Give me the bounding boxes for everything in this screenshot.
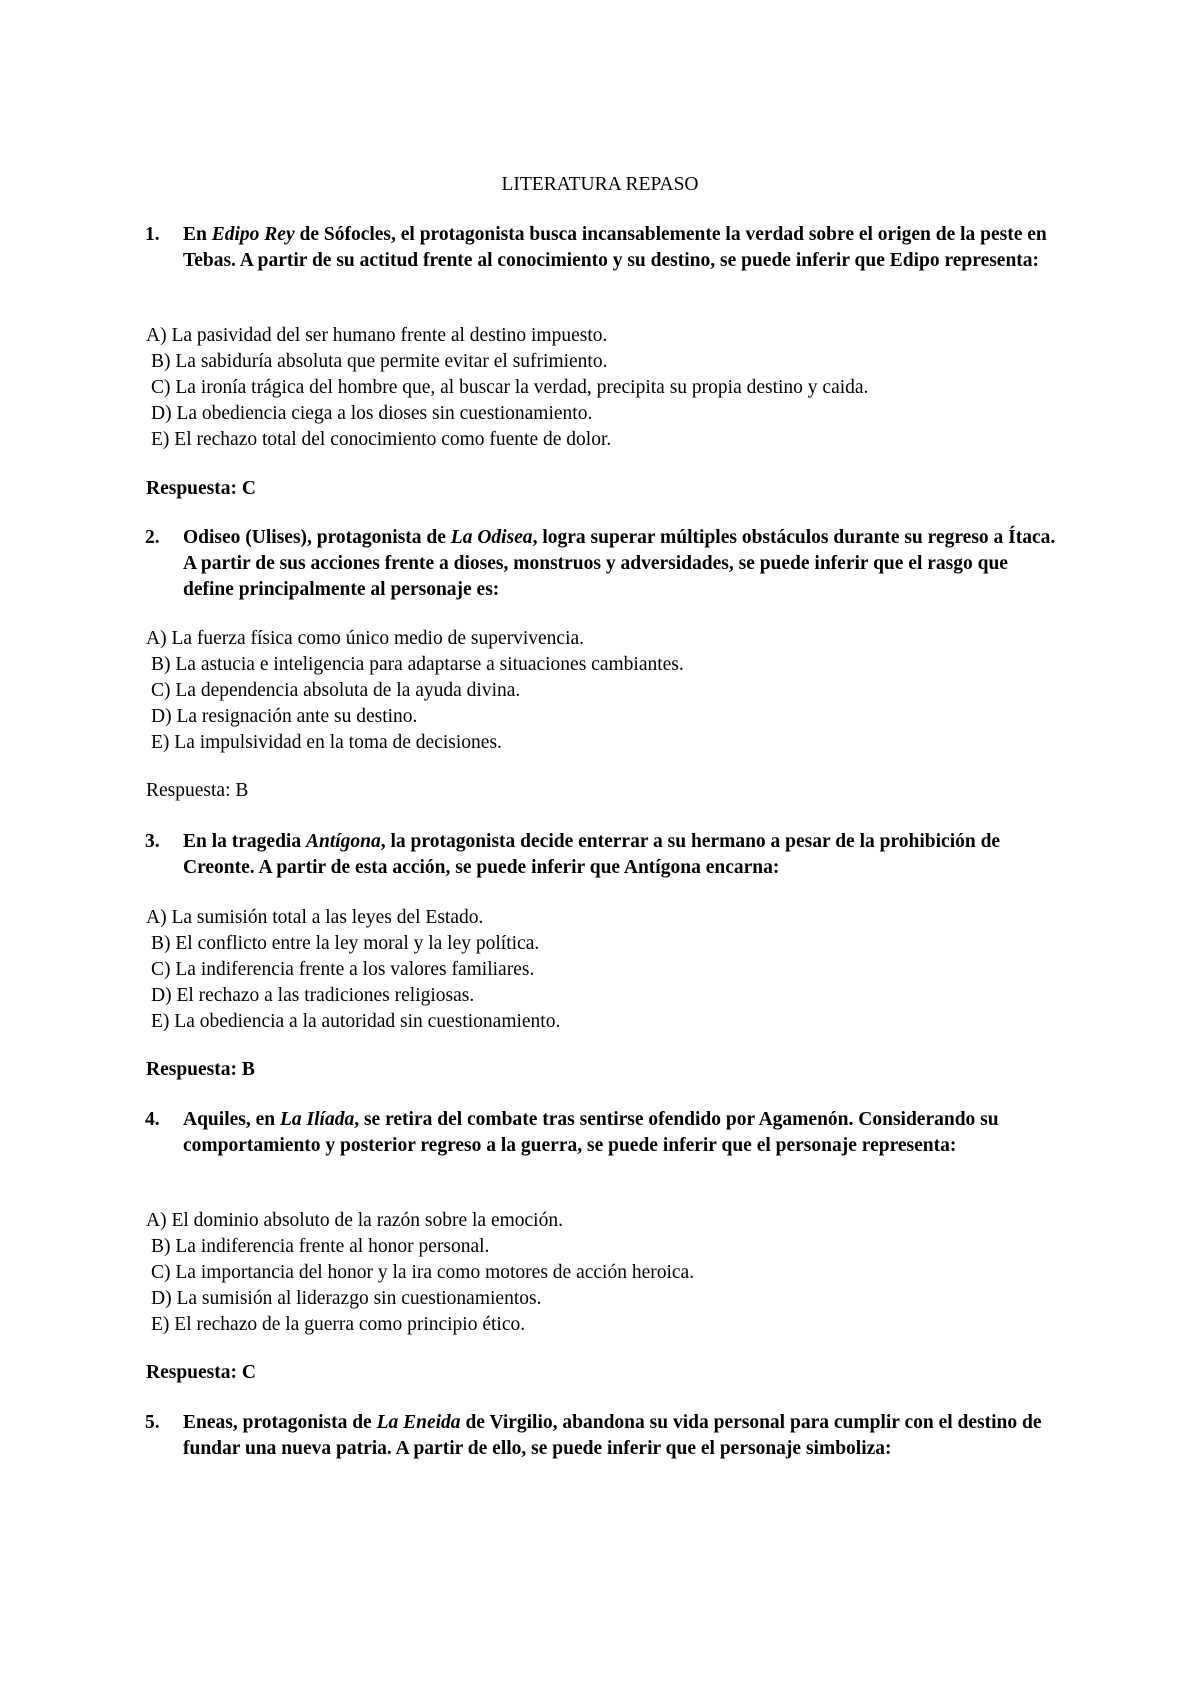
option-d: D) La sumisión al liderazgo sin cuestionamientos. [151,1288,542,1309]
question-text-post: , se retira del combate tras sentirse ofendido por Agamenón. Considerando su comportamiento y posterior regreso a la guerra, se puede inferir que el personaje representa: [183,1109,999,1156]
option-b: B) La sabiduría absoluta que permite evitar el sufrimiento. [151,351,608,372]
question-text-pre: Odiseo (Ulises), protagonista de [183,527,451,548]
option-d: D) El rechazo a las tradiciones religiosas. [151,985,475,1006]
question-number: 4. [145,1109,160,1130]
option-d: D) La obediencia ciega a los dioses sin cuestionamiento. [151,403,593,424]
question-2 [145,525,1063,603]
work-title: La Ilíada [279,1109,355,1130]
question-4 [145,1107,1063,1159]
question-number: 2. [145,527,160,548]
option-a: A) La sumisión total a las leyes del Estado. [146,907,484,928]
question-text-pre: Eneas, protagonista de [183,1412,377,1433]
answer-2: Respuesta: B [146,780,249,801]
option-b: B) La indiferencia frente al honor personal. [151,1236,490,1257]
document-title: LITERATURA REPASO [501,174,699,195]
answer-3: Respuesta: B [146,1059,255,1080]
question-text-pre: En la tragedia [183,831,306,852]
work-title: La Eneida [376,1412,461,1433]
option-c: C) La indiferencia frente a los valores familiares. [151,959,535,980]
option-a: A) La fuerza física como único medio de supervivencia. [146,628,585,649]
option-c: C) La dependencia absoluta de la ayuda divina. [151,680,521,701]
option-a: A) La pasividad del ser humano frente al destino impuesto. [146,325,608,346]
work-title: Antígona [305,831,381,852]
option-e: E) El rechazo de la guerra como principio ético. [151,1314,526,1335]
question-text-post: de Sófocles, el protagonista busca incansablemente la verdad sobre el origen de la peste en Tebas. A partir de su actitud frente al conocimiento y su destino, se puede inferir que Edipo representa: [183,224,1047,271]
work-title: Edipo Rey [211,224,295,245]
question-number: 3. [145,831,160,852]
question-text-pre: Aquiles, en [183,1109,280,1130]
option-c: C) La ironía trágica del hombre que, al buscar la verdad, precipita su propia destino y caida. [151,377,869,398]
option-b: B) El conflicto entre la ley moral y la ley política. [151,933,540,954]
option-a: A) El dominio absoluto de la razón sobre la emoción. [146,1210,563,1231]
question-3 [145,829,1063,881]
question-number: 1. [145,224,160,245]
option-b: B) La astucia e inteligencia para adaptarse a situaciones cambiantes. [151,654,684,675]
question-5 [145,1410,1063,1462]
question-text-post: de Virgilio, abandona su vida personal para cumplir con el destino de fundar una nueva patria. A partir de ello, se puede inferir que el personaje simboliza: [183,1412,1042,1459]
work-title: La Odisea [450,527,533,548]
answer-1: Respuesta: C [146,478,256,499]
question-number: 5. [145,1412,160,1433]
option-e: E) La obediencia a la autoridad sin cuestionamiento. [151,1011,561,1032]
option-c: C) La importancia del honor y la ira como motores de acción heroica. [151,1262,695,1283]
question-text-post: , logra superar múltiples obstáculos durante su regreso a Ítaca. A partir de sus acciones frente a dioses, monstruos y adversidades, se puede inferir que el rasgo que define principalmente al personaje es: [183,527,1056,600]
option-e: E) La impulsividad en la toma de decisiones. [151,732,502,753]
options-list-2 [146,626,1066,756]
options-list-3 [146,905,1066,1035]
question-text-pre: En [183,224,212,245]
answer-4: Respuesta: C [146,1362,256,1383]
question-1 [145,222,1063,274]
options-list-4 [146,1208,1066,1338]
option-e: E) El rechazo total del conocimiento como fuente de dolor. [151,429,612,450]
options-list-1 [146,323,1066,453]
question-text-post: , la protagonista decide enterrar a su hermano a pesar de la prohibición de Creonte. A partir de esta acción, se puede inferir que Antígona encarna: [183,831,1001,878]
option-d: D) La resignación ante su destino. [151,706,418,727]
